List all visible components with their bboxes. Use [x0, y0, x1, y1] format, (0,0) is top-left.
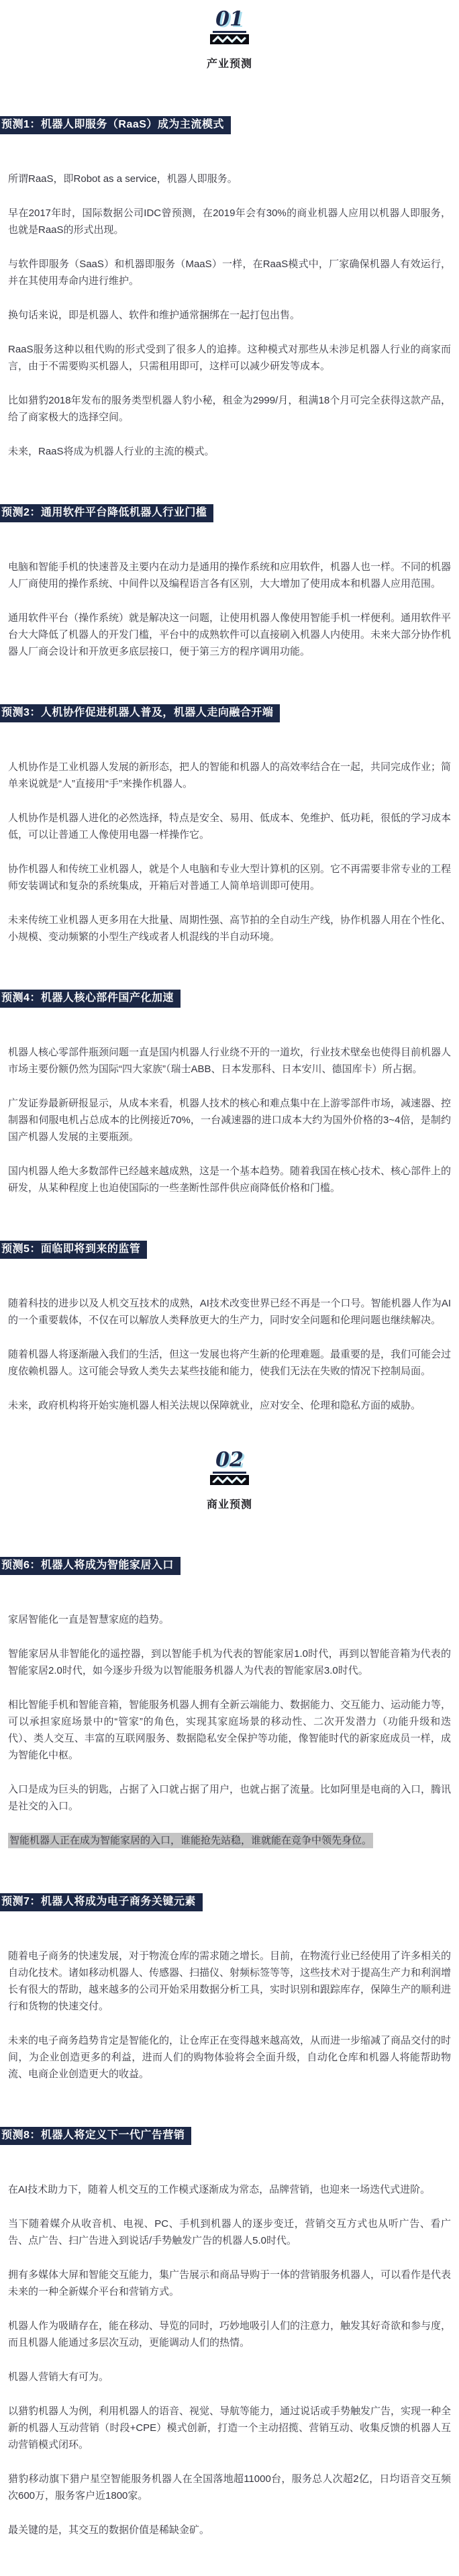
prediction-heading: 预测7：机器人将成为电子商务关键元素 [0, 1893, 203, 1911]
highlight-text: 智能机器人正在成为智能家居的入口，谁能抢先站稳，谁就能在竞争中领先身位。 [8, 1833, 373, 1848]
paragraph: 通用软件平台（操作系统）就是解决这一问题，让使用机器人像使用智能手机一样便利。通用软件平台大大降低了机器人的开发门槛，平台中的成熟软件可以直接刷入机器人内使用。未来大部分协作机器人厂商会设计和开放更多底层接口，便于第三方的程序调用功能。 [8, 612, 452, 657]
paragraph: 广发证券最新研报显示，从成本来看，机器人技术的核心和难点集中在上游零部件市场，减速器、控制器和伺服电机占总成本的比例接近70%，一台减速器的进口成本大约为国外价格的3~4倍，是制约国产机器人发展的主要瓶颈。 [8, 1098, 452, 1143]
prediction-heading: 预测6：机器人将成为智能家居入口 [0, 1557, 181, 1575]
paragraph: 随着科技的进步以及人机交互技术的成熟，AI技术改变世界已经不再是一个口号。智能机器人作为AI的一个重要载体，不仅在可以解放人类释放更大的生产力，同时安全问题和伦理问题也继续解决。 [8, 1298, 451, 1326]
paragraph: 人机协作是工业机器人发展的新形态，把人的智能和机器人的高效率结合在一起，共同完成作业；简单来说就是“人”直接用“手”来操作机器人。 [8, 761, 452, 790]
paragraph: 所谓RaaS，即Robot as a service，机器人即服务。 [8, 173, 238, 185]
paragraph-highlighted [8, 1832, 451, 1849]
paragraph: 电脑和智能手机的快速普及主要内在动力是通用的操作系统和应用软件，机器人也一样。不同的机器人厂商使用的操作系统、中间件以及编程语言各有区别，大大增加了使用成本和机器人应用范围。 [8, 561, 452, 589]
section-number: 01 [213, 9, 246, 33]
paragraph: 比如猎豹2018年发布的服务类型机器人豹小秘，租金为2999/月，租满18个月可完全获得这款产品，给了商家极大的选择空间。 [8, 395, 451, 423]
section-number: 02 [213, 1450, 246, 1474]
paragraph: 随着电子商务的快速发展，对于物流仓库的需求随之增长。目前，在物流行业已经使用了许多相关的自动化技术。诸如移动机器人、传感器、扫描仪、射频标签等等，这些技术对于提高生产力和利润增长有很大的帮助，越来越多的公司开始采用数据分析工具，实时识别和跟踪库存，保障生产的顺利进行和货物的快速交付。 [8, 1950, 452, 2012]
paragraph: 未来，政府机构将开始实施机器人相关法规以保障就业，应对安全、伦理和隐私方面的威胁。 [8, 1400, 421, 1411]
zigzag-icon [210, 1475, 249, 1485]
section-header [8, 1450, 451, 1511]
section-header [8, 9, 451, 70]
paragraph: 在AI技术助力下，随着人机交互的工作模式逐渐成为常态，品牌营销，也迎来一场迭代式进阶。 [8, 2184, 431, 2195]
paragraph: 国内机器人绝大多数部件已经越来越成熟，这是一个基本趋势。随着我国在核心技术、核心部件上的研发，从某种程度上也迫使国际的一些垄断性部件供应商降低价格和门槛。 [8, 1165, 452, 1194]
paragraph: 入口是成为巨头的钥匙，占据了入口就占据了用户，也就占据了流量。比如阿里是电商的入口，腾讯是社交的入口。 [8, 1784, 452, 1812]
section-title: 产业预测 [206, 58, 252, 70]
paragraph: 未来传统工业机器人更多用在大批量、周期性强、高节拍的全自动生产线，协作机器人用在个性化、小规模、变动频繁的小型生产线或者人机混线的半自动环境。 [8, 914, 452, 943]
paragraph: 拥有多媒体大屏和智能交互能力，集广告展示和商品导购于一体的营销服务机器人，可以看作是代表未来的一种全新媒介平台和营销方式。 [8, 2269, 452, 2297]
paragraph: 机器人作为吸睛存在，能在移动、导览的同时，巧妙地吸引人们的注意力，触发其好奇欲和参与度，而且机器人能通过多层次互动，更能调动人们的热情。 [8, 2320, 452, 2348]
paragraph: 与软件即服务（SaaS）和机器即服务（MaaS）一样，在RaaS模式中，厂家确保机器人有效运行，并在其使用寿命内进行维护。 [8, 258, 451, 287]
paragraph: 机器人营销大有可为。 [8, 2371, 109, 2383]
prediction-heading: 预测4：机器人核心部件国产化加速 [0, 990, 181, 1008]
paragraph: 未来，RaaS将成为机器人行业的主流的模式。 [8, 446, 215, 457]
prediction-heading: 预测1：机器人即服务（RaaS）成为主流模式 [0, 116, 231, 134]
paragraph: 人机协作是机器人进化的必然选择，特点是安全、易用、低成本、免维护、低功耗，很低的学习成本低，可以让普通工人像使用电器一样操作它。 [8, 812, 452, 841]
paragraph: 机器人核心零部件瓶颈问题一直是国内机器人行业绕不开的一道坎，行业技术壁垒也使得目前机器人市场主要份额仍然为国际“四大家族”（瑞士ABB、日本发那科、日本安川、德国库卡）所占据。 [8, 1047, 452, 1075]
paragraph: 当下随着媒介从收音机、电视、PC、手机到机器人的逐步变迁，营销交互方式也从听广告、看广告、点广告、扫广告进入到说话/手势触发广告的机器人5.0时代。 [8, 2218, 451, 2246]
prediction-heading: 预测2：通用软件平台降低机器人行业门槛 [0, 504, 213, 522]
paragraph: 最关键的是，其交互的数据价值是稀缺金矿。 [8, 2524, 210, 2536]
paragraph: 随着机器人将逐渐融入我们的生活，但这一发展也将产生新的伦理难题。最重要的是，我们可能会过度依赖机器人。这可能会导致人类失去某些技能和能力，使我们无法在失败的情况下控制局面。 [8, 1349, 452, 1377]
paragraph: 未来的电子商务趋势肯定是智能化的，让仓库正在变得越来越高效，从而进一步缩减了商品交付的时间，为企业创造更多的利益，进而人们的购物体验将会全面升级，自动化仓库和机器人将能帮助物流、电商企业创造更大的收益。 [8, 2035, 452, 2080]
paragraph: 相比智能手机和智能音箱，智能服务机器人拥有全新云端能力、数据能力、交互能力、运动能力等，可以承担家庭场景中的“管家”的角色，实现其家庭场景的移动性、二次开发潜力（功能升级和迭代）、类人交互、丰富的互联网服务、数据隐私安全保护等功能，像智能时代的新家庭成员一样，成为智能化中枢。 [8, 1699, 452, 1761]
prediction-heading: 预测3：人机协作促进机器人普及，机器人走向融合开端 [0, 704, 280, 722]
paragraph: 智能家居从非智能化的遥控器，到以智能手机为代表的智能家居1.0时代，再到以智能音箱为代表的智能家居2.0时代，如今逐步升级为以智能服务机器人为代表的智能家居3.0时代。 [8, 1648, 451, 1676]
paragraph: 家居智能化一直是智慧家庭的趋势。 [8, 1614, 170, 1625]
paragraph: 以猎豹机器人为例，利用机器人的语音、视觉、导航等能力，通过说话或手势触发广告，实现一种全新的机器人互动营销（时段+CPE）模式创新，打造一个主动招揽、营销互动、收集反馈的机器人互动营销模式闭环。 [8, 2405, 452, 2450]
section-title: 商业预测 [206, 1499, 252, 1511]
paragraph: 猎豹移动旗下猎户星空智能服务机器人在全国落地超11000台，服务总人次超2亿，日均语音交互频次600万，服务客户近1800家。 [8, 2473, 451, 2501]
paragraph: 早在2017年时，国际数据公司IDC曾预测，在2019年会有30%的商业机器人应用以机器人即服务，也就是RaaS的形式出现。 [8, 207, 451, 236]
zigzag-divider [8, 1475, 451, 1485]
prediction-heading: 预测8：机器人将定义下一代广告营销 [0, 2127, 191, 2145]
zigzag-icon [210, 34, 249, 44]
zigzag-divider [8, 34, 451, 44]
paragraph: 换句话来说，即是机器人、软件和维护通常捆绑在一起打包出售。 [8, 309, 301, 321]
prediction-heading: 预测5：面临即将到来的监管 [0, 1241, 147, 1259]
paragraph: RaaS服务这种以租代购的形式受到了很多人的追捧。这种模式对那些从未涉足机器人行业的商家而言，由于不需要购买机器人，只需租用即可，这样可以减少研发等成本。 [8, 344, 451, 372]
paragraph: 协作机器人和传统工业机器人，就是个人电脑和专业大型计算机的区别。它不再需要非常专业的工程师安装调试和复杂的系统集成，开箱后对普通工人简单培训即可使用。 [8, 863, 452, 892]
